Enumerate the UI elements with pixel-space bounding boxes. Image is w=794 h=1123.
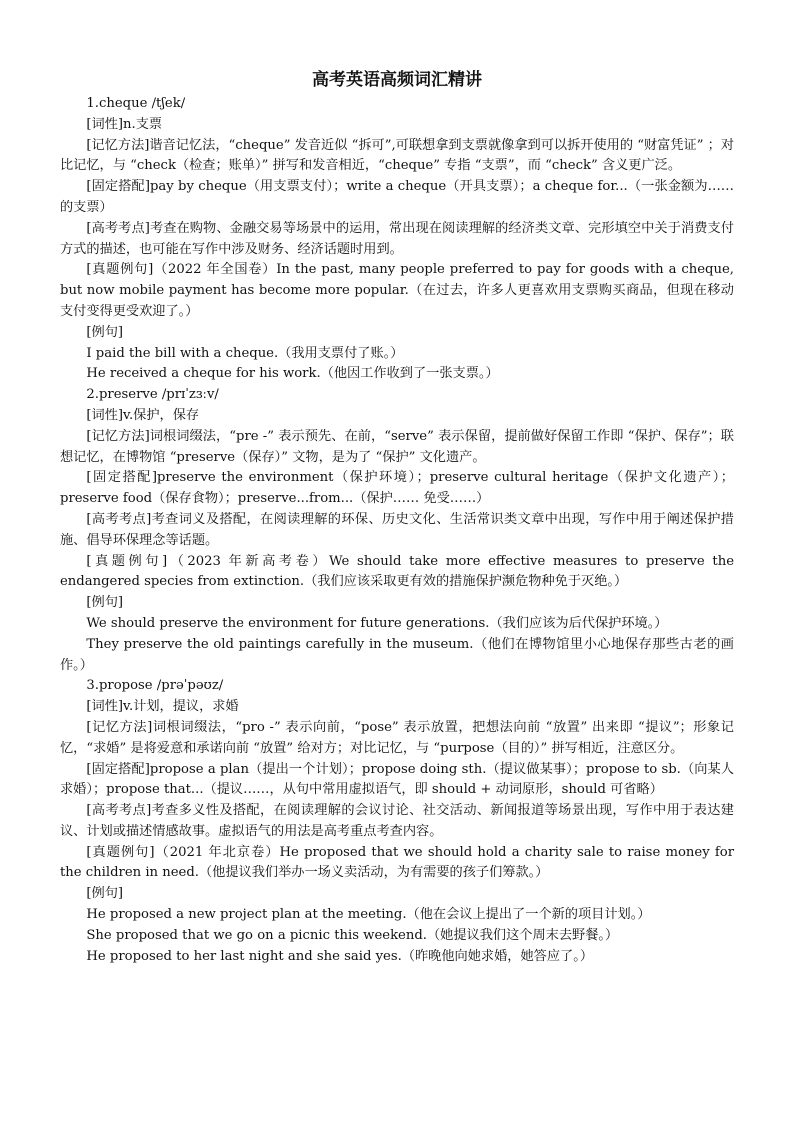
word-heading-preserve: 2.preserve /prɪˈzɜːv/ [86, 387, 219, 403]
examples-label: [例句] [86, 886, 124, 902]
example-sentence: She proposed that we go on a picnic this weekend.（她提议我们这个周末去野餐。） [86, 927, 619, 943]
memory-method: [记忆方法]谐音记忆法，“cheque” 发音近似 “拆可”,可联想拿到支票就像拿到可以拆开使用的 “财富凭证” ；对比记忆，与 “check（检查；账单）” 拼写和发音相近，“cheque” 专指 “支票”，而 “check” 含义更广泛。 [60, 137, 735, 174]
fixed-collocations: [固定搭配]pay by cheque（用支票支付）；write a cheque（开具支票）；a cheque for...（一张金额为…… 的支票） [60, 179, 734, 215]
example-sentence: They preserve the old paintings carefully in the museum.（他们在博物馆里小心地保存那些古老的画作。） [60, 636, 734, 673]
part-of-speech: [词性]v.保护，保存 [86, 407, 200, 423]
fixed-collocations: [固定搭配]propose a plan（提出一个计划）；propose doing sth.（提议做某事）；propose to sb.（向某人求婚）；propose that...（提议……，从句中常用虚拟语气，即 should + 动词原形，should 可省略） [60, 761, 734, 798]
exam-example: [真题例句]（2021 年北京卷）He proposed that we should hold a charity sale to raise money for the children in need.（他提议我们举办一场义卖活动，为有需要的孩子们筹款。） [60, 844, 734, 881]
examples-label: [例句] [86, 595, 124, 611]
example-sentence: We should preserve the environment for future generations.（我们应该为后代保护环境。） [86, 615, 668, 631]
word-heading-cheque: 1.cheque /tʃek/ [86, 96, 186, 111]
exam-points: [高考考点]考查词义及搭配，在阅读理解的环保、历史文化、生活常识类文章中出现，写作中用于阐述保护措施、倡导环保理念等话题。 [60, 511, 734, 548]
exam-points: [高考考点]考查多义性及搭配，在阅读理解的会议讨论、社交活动、新闻报道等场景出现，写作中用于表达建议、计划或描述情感故事。虚拟语气的用法是高考重点考查内容。 [60, 803, 734, 839]
part-of-speech: [词性]v.计划，提议，求婚 [86, 699, 239, 715]
examples-label: [例句] [86, 324, 124, 340]
example-sentence: I paid the bill with a cheque.（我用支票付了账。） [86, 345, 404, 361]
example-sentence: He proposed a new project plan at the meeting.（他在会议上提出了一个新的项目计划。） [86, 907, 651, 923]
exam-example: [真题例句]（2022 年全国卷）In the past, many people preferred to pay for goods with a cheque, but now mobile payment has become more popular.（在过去，许多人更喜欢用支票购买商品，但现在移动支付变得更受欢迎了。） [60, 262, 734, 319]
memory-method: [记忆方法]词根词缀法，“pre -” 表示预先、在前，“serve” 表示保留，提前做好保留工作即 “保护、保存”；联想记忆，在博物馆 “preserve（保存）” 文物，是为了 “保护” 文化遗产。 [60, 428, 734, 465]
exam-example: [真题例句]（2023 年新高考卷）We should take more effective measures to preserve the endangered species from extinction.（我们应该采取更有效的措施保护濒危物种免于灭绝。） [60, 553, 734, 590]
example-sentence: He received a cheque for his work.（他因工作收到了一张支票。） [86, 366, 499, 382]
word-heading-propose: 3.propose /prəˈpəʊz/ [86, 678, 224, 694]
example-sentence: He proposed to her last night and she said yes.（昨晚他向她求婚，她答应了。） [86, 948, 594, 964]
document-title: 高考英语高频词汇精讲 [312, 70, 482, 90]
exam-points: [高考考点]考查在购物、金融交易等场景中的运用，常出现在阅读理解的经济类文章、完形填空中关于消费支付方式的描述，也可能在写作中涉及财务、经济话题时用到。 [60, 220, 734, 257]
part-of-speech: [词性]n.支票 [86, 116, 163, 132]
fixed-collocations: [固定搭配]preserve the environment（保护环境）；preserve cultural heritage（保护文化遗产）；preserve food（保存食物）；preserve...from...（保护…… 免受……） [60, 470, 734, 507]
memory-method: [记忆方法]词根词缀法，“pro -” 表示向前，“pose” 表示放置，把想法向前 “放置” 出来即 “提议”；形象记忆，“求婚” 是将爱意和承诺向前 “放置” 给对方；对比记忆，与 “purpose（目的）” 拼写相近，注意区分。 [60, 719, 734, 756]
document-page [60, 68, 734, 967]
